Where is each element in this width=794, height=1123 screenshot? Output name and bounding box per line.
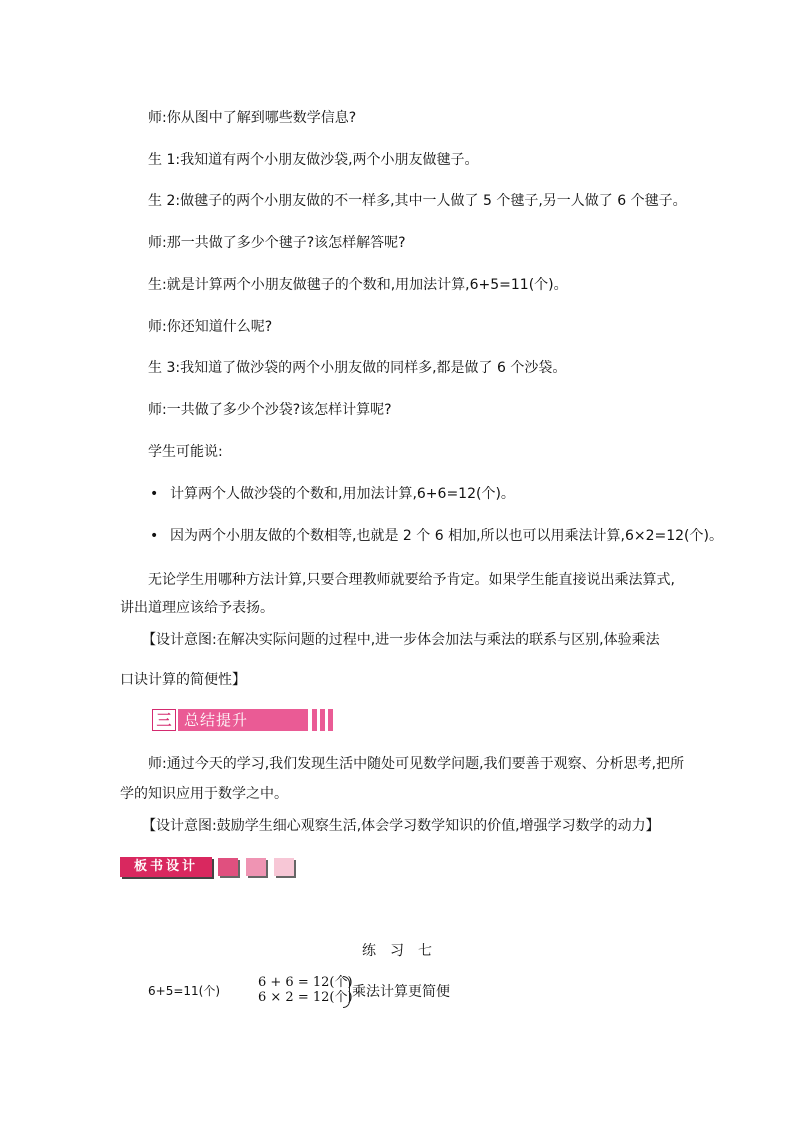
summary-line: 学的知识应用于数学之中。 [120,786,288,802]
design-intent: 口诀计算的简便性】 [120,672,246,688]
paragraph-line: 无论学生用哪种方法计算,只要合理教师就要给予肯定。如果学生能直接说出乘法算式, [148,572,675,588]
board-equation: 6 + 6 = 12(个) [258,975,353,990]
stripe-decoration [312,709,317,731]
decor-square [246,858,266,876]
paragraph-line: 讲出道理应该给予表扬。 [120,600,274,616]
board-title: 练 习 七 [362,943,432,959]
dialogue-line: 师:一共做了多少个沙袋?该怎样计算呢? [148,402,392,418]
dialogue-line: 学生可能说: [148,444,223,460]
stripe-decoration [328,709,333,731]
dialogue-line: 师:你从图中了解到哪些数学信息? [148,110,357,126]
bullet-icon: • [150,486,159,502]
section-header [152,709,340,731]
dialogue-line: 师:你还知道什么呢? [148,319,273,335]
bullet-icon: • [150,528,159,544]
bullet-item: 因为两个小朋友做的个数相等,也就是 2 个 6 相加,所以也可以用乘法计算,6×2=12(个)。 [170,528,723,544]
dialogue-line: 生 3:我知道了做沙袋的两个小朋友做的同样多,都是做了 6 个沙袋。 [148,360,567,376]
board-equation-left: 6+5=11(个) [148,984,221,998]
decor-square [218,858,238,876]
design-intent: 【设计意图:鼓励学生细心观察生活,体会学习数学知识的价值,增强学习数学的动力】 [142,818,660,834]
brace-icon [343,976,350,1008]
dialogue-line: 生 2:做毽子的两个小朋友做的不一样多,其中一人做了 5 个毽子,另一人做了 6 个毽子。 [148,193,687,209]
bullet-item: 计算两个人做沙袋的个数和,用加法计算,6+6=12(个)。 [170,486,515,502]
section-title: 总结提升 [178,709,308,731]
stripe-decoration [320,709,325,731]
dialogue-line: 生 1:我知道有两个小朋友做沙袋,两个小朋友做毽子。 [148,152,479,168]
design-intent: 【设计意图:在解决实际问题的过程中,进一步体会加法与乘法的联系与区别,体验乘法 [142,632,660,648]
decor-square [274,858,294,876]
section-number: 三 [152,709,176,731]
board-note: 乘法计算更简便 [352,984,450,1000]
board-equation: 6 × 2 = 12(个) [258,990,353,1005]
dialogue-line: 师:那一共做了多少个毽子?该怎样解答呢? [148,235,406,251]
board-design-tag: 板书设计 [120,857,212,877]
dialogue-line: 生:就是计算两个小朋友做毽子的个数和,用加法计算,6+5=11(个)。 [148,277,568,293]
summary-line: 师:通过今天的学习,我们发现生活中随处可见数学问题,我们要善于观察、分析思考,把所 [148,756,685,772]
